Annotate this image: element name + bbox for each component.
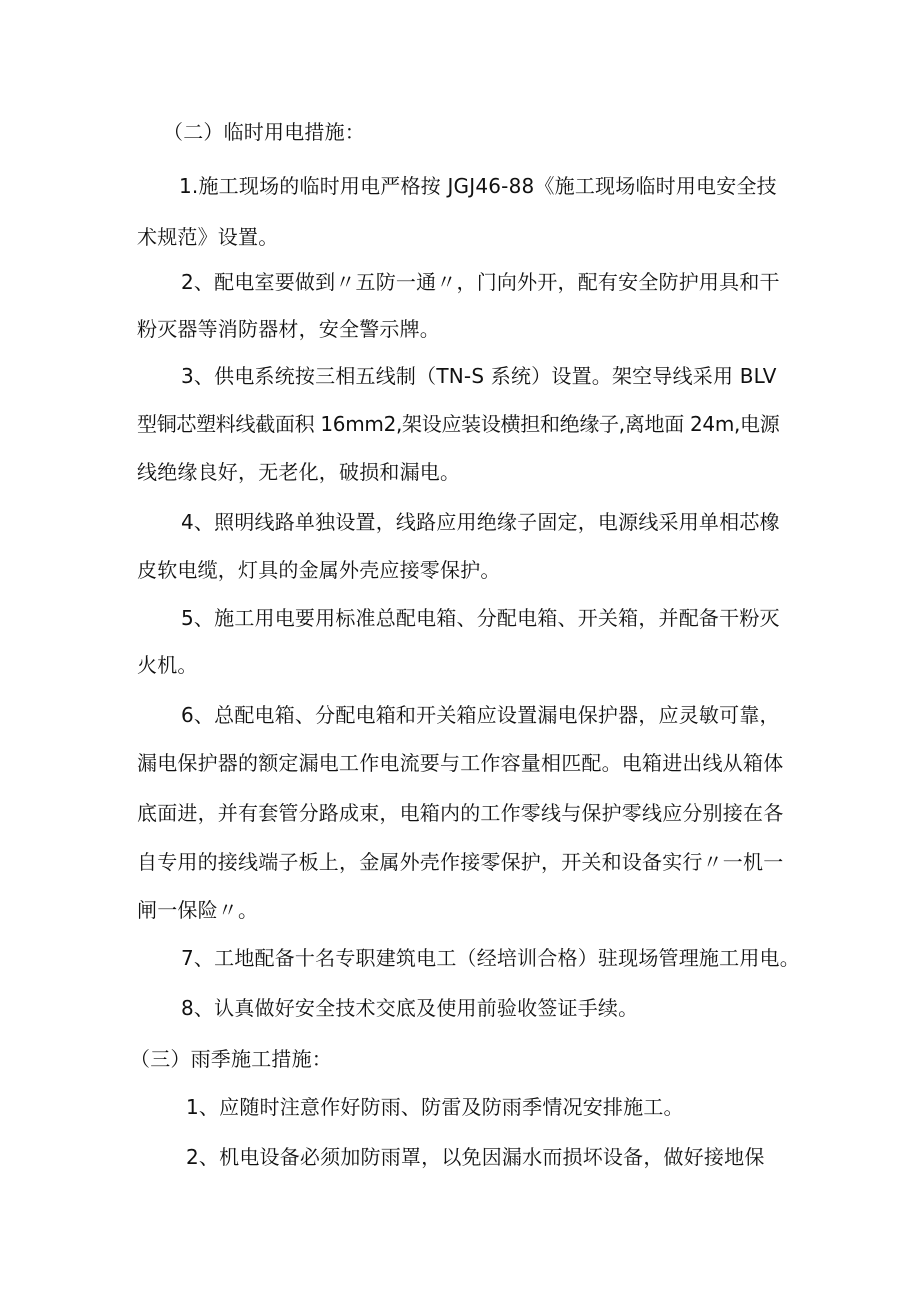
- paragraph-line: 自专用的接线端子板上，金属外壳作接零保护，开关和设备实行〃一机一: [137, 850, 784, 874]
- paragraph-line: 火机。: [137, 653, 198, 677]
- paragraph-line: 2、配电室要做到〃五防一通〃，门向外开，配有安全防护用具和干: [181, 270, 780, 294]
- paragraph-line: 粉灭器等消防器材，安全警示牌。: [137, 317, 440, 341]
- paragraph-line: 漏电保护器的额定漏电工作电流要与工作容量相匹配。电箱进出线从箱体: [137, 751, 784, 775]
- paragraph-line: 型铜芯塑料线截面积 16mm2,架设应装设横担和绝缘子,离地面 24m,电源: [137, 412, 780, 436]
- paragraph-line: 皮软电缆，灯具的金属外壳应接零保护。: [137, 558, 501, 582]
- paragraph-line: 1、应随时注意作好防雨、防雷及防雨季情况安排施工。: [186, 1095, 684, 1119]
- paragraph-line: 6、总配电箱、分配电箱和开关箱应设置漏电保护器，应灵敏可靠，: [181, 703, 780, 727]
- paragraph-line: 4、照明线路单独设置，线路应用绝缘子固定，电源线采用单相芯橡: [181, 510, 780, 534]
- paragraph-line: 底面进，并有套管分路成束，电箱内的工作零线与保护零线应分别接在各: [137, 801, 784, 825]
- paragraph-line: 线绝缘良好，无老化，破损和漏电。: [137, 460, 461, 484]
- paragraph-line: 2、机电设备必须加防雨罩，以免因漏水而损坏设备，做好接地保: [186, 1145, 765, 1169]
- paragraph-line: 8、认真做好安全技术交底及使用前验收签证手续。: [181, 996, 639, 1020]
- paragraph-line: 闸一保险〃。: [137, 898, 259, 922]
- paragraph-line: 术规范》设置。: [137, 225, 279, 249]
- paragraph-line: 7、工地配备十名专职建筑电工（经培训合格）驻现场管理施工用电。: [181, 946, 800, 970]
- paragraph-line: 5、施工用电要用标准总配电箱、分配电箱、开关箱，并配备干粉灭: [181, 606, 780, 630]
- section-heading-rainy-season: （三）雨季施工措施：: [130, 1047, 332, 1071]
- paragraph-line: 3、供电系统按三相五线制（TN-S 系统）设置。架空导线采用 BLV: [181, 364, 777, 388]
- section-heading-temporary-power: （二）临时用电措施：: [163, 120, 365, 144]
- paragraph-line: 1.施工现场的临时用电严格按 JGJ46-88《施工现场临时用电安全技: [179, 174, 777, 198]
